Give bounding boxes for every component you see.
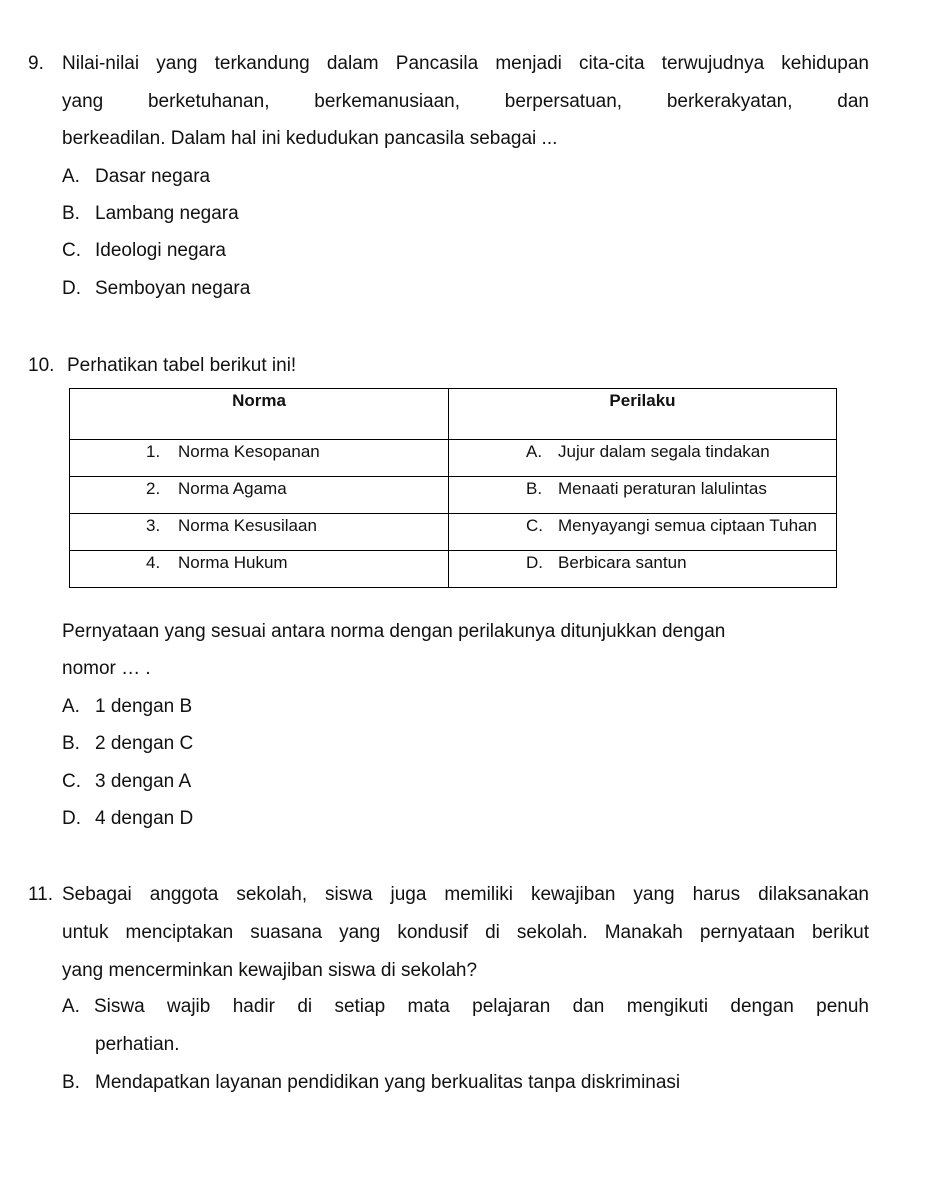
norma-cell: 4. Norma Hukum [70,551,449,588]
question-number: 9. [28,53,44,74]
option-text: Ideologi negara [95,240,226,261]
question-text-line: nomor … . [62,658,151,679]
option-text: 4 dengan D [95,808,194,829]
option-text: Mendapatkan layanan pendidikan yang berkualitas tanpa diskriminasi [95,1072,681,1093]
option-text: Semboyan negara [95,278,251,299]
norma-table [69,388,837,588]
table-row [70,477,837,514]
perilaku-cell: D. Berbicara santun [449,551,837,588]
perilaku-cell: C. Menyayangi semua ciptaan Tuhan [449,514,837,551]
option-d[interactable] [62,278,250,300]
column-header-norma: Norma [70,389,449,440]
option-letter: C. [62,771,81,792]
norma-cell: 3. Norma Kesusilaan [70,514,449,551]
question-text-line: yang mencerminkan kewajiban siswa di sekolah? [62,960,478,981]
question-number: 11. [28,884,54,905]
option-text: Dasar negara [95,166,211,187]
option-letter: A. [62,996,80,1017]
option-letter: B. [62,733,80,754]
option-text: Siswa wajib hadir di setiap mata pelajaran dan mengikuti dengan penuh [94,996,869,1017]
option-text: Lambang negara [95,203,239,224]
option-letter: C. [62,240,81,261]
question-text-line: Nilai-nilai yang terkandung dalam Pancasila menjadi cita-cita terwujudnya kehidupan [62,53,869,74]
option-a[interactable] [62,166,210,188]
question-text-line: untuk menciptakan suasana yang kondusif di sekolah. Manakah pernyataan berikut [62,922,869,943]
option-a[interactable] [62,696,192,718]
table-row [70,514,837,551]
question-text-line: Pernyataan yang sesuai antara norma dengan perilakunya ditunjukkan dengan [62,621,726,642]
option-text-continued: perhatian. [95,1034,180,1055]
question-text-line: Sebagai anggota sekolah, siswa juga memiliki kewajiban yang harus dilaksanakan [62,884,869,905]
option-b[interactable] [62,733,193,755]
option-c[interactable] [62,240,226,262]
option-d[interactable] [62,808,193,830]
column-header-perilaku: Perilaku [449,389,837,440]
option-letter: B. [62,203,80,224]
option-letter: D. [62,278,81,299]
option-b[interactable] [62,1072,680,1094]
table-header-row [70,389,837,440]
perilaku-cell: B. Menaati peraturan lalulintas [449,477,837,514]
table-row [70,551,837,588]
option-letter: B. [62,1072,80,1093]
question-text-line: yang berketuhanan, berkemanusiaan, berpersatuan, berkerakyatan, dan [62,91,869,112]
option-text: 1 dengan B [95,696,193,717]
question-number: 10. [28,355,55,376]
norma-cell: 2. Norma Agama [70,477,449,514]
norma-cell: 1. Norma Kesopanan [70,440,449,477]
question-intro: Perhatikan tabel berikut ini! [67,355,297,376]
question-text-line: berkeadilan. Dalam hal ini kedudukan pancasila sebagai ... [62,128,558,149]
option-letter: A. [62,696,80,717]
option-letter: A. [62,166,80,187]
option-b[interactable] [62,203,239,225]
option-text: 3 dengan A [95,771,192,792]
option-c[interactable] [62,771,191,793]
table-row [70,440,837,477]
option-text: 2 dengan C [95,733,194,754]
perilaku-cell: A. Jujur dalam segala tindakan [449,440,837,477]
option-letter: D. [62,808,81,829]
